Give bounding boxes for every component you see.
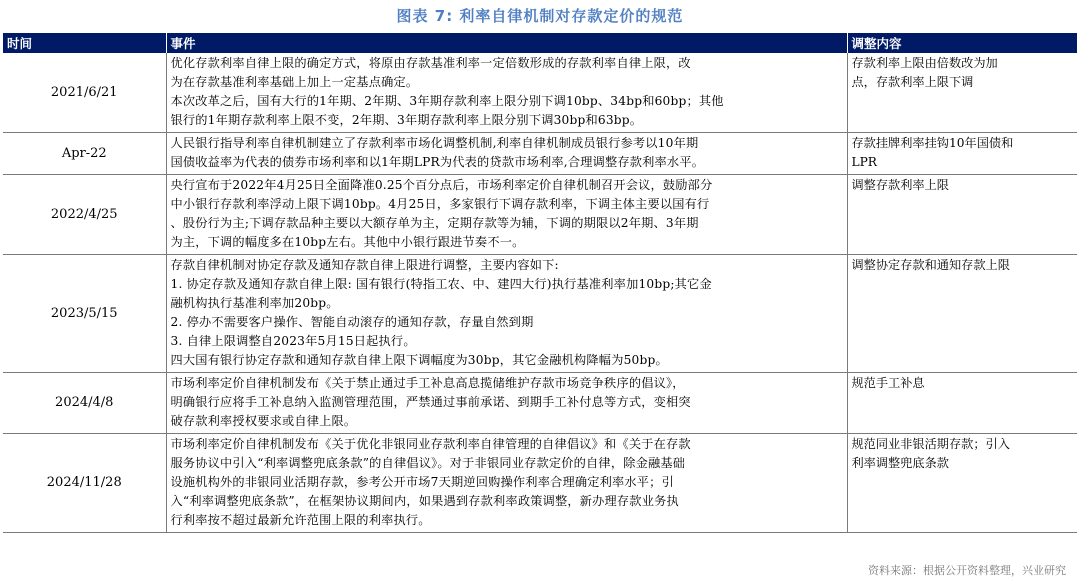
row-date: 2021/6/21 bbox=[3, 53, 166, 133]
event-line: 银行的1年期存款利率上限不变，2年期、3年期存款利率上限分别下调30bp和63bp。 bbox=[170, 113, 643, 127]
event-line: 行利率按不超过最新允许范围上限的利率执行。 bbox=[170, 513, 431, 527]
row-change bbox=[847, 373, 1077, 434]
event-line: 市场利率定价自律机制发布《关于优化非银同业存款利率自律管理的自律倡议》和《关于在存款 bbox=[170, 437, 691, 451]
change-line: 存款挂牌利率挂钩10年国债和 bbox=[851, 136, 1014, 150]
row-date: 2024/11/28 bbox=[3, 434, 166, 533]
event-line: 明确银行应将手工补息纳入监测管理范围，严禁通过事前承诺、到期手工补付息等方式，变相突 bbox=[170, 395, 691, 409]
row-date: 2022/4/25 bbox=[3, 175, 166, 255]
change-line: 调整协定存款和通知存款上限 bbox=[851, 258, 1010, 272]
row-change bbox=[847, 434, 1077, 533]
change-line: 调整存款利率上限 bbox=[851, 178, 949, 192]
table-row bbox=[3, 255, 1077, 373]
row-change bbox=[847, 175, 1077, 255]
row-change bbox=[847, 133, 1077, 175]
change-line: 存款利率上限由倍数改为加 bbox=[851, 56, 998, 70]
event-line: 、股份行为主;下调存款品种主要以大额存单为主，定期存款等为辅，下调的期限以2年期、3年期 bbox=[170, 216, 699, 230]
row-date: 2023/5/15 bbox=[3, 255, 166, 373]
row-event bbox=[166, 373, 847, 434]
table-row bbox=[3, 53, 1077, 133]
row-date: 2024/4/8 bbox=[3, 373, 166, 434]
event-line: 优化存款利率自律上限的确定方式，将原由存款基准利率一定倍数形成的存款利率自律上限，改 bbox=[170, 56, 691, 70]
event-line: 破存款利率授权要求或自律上限。 bbox=[170, 414, 357, 428]
row-event bbox=[166, 53, 847, 133]
source-note: 资料来源：根据公开资料整理，兴业研究 bbox=[868, 564, 1066, 577]
change-line: LPR bbox=[851, 155, 877, 169]
event-line: 市场利率定价自律机制发布《关于禁止通过手工补息高息揽储维护存款市场竞争秩序的倡议》， bbox=[170, 376, 685, 390]
header-time: 时间 bbox=[3, 33, 166, 53]
table-row bbox=[3, 373, 1077, 434]
event-line: 融机构执行基准利率加20bp。 bbox=[170, 296, 339, 310]
row-event bbox=[166, 133, 847, 175]
event-line: 国债收益率为代表的债券市场利率和以1年期LPR为代表的贷款市场利率,合理调整存款利率水平。 bbox=[170, 155, 705, 169]
row-event bbox=[166, 255, 847, 373]
table-body bbox=[3, 53, 1077, 533]
event-line: 四大国有银行协定存款和通知存款自律上限下调幅度为30bp，其它金融机构降幅为50bp。 bbox=[170, 353, 668, 367]
event-line: 中小银行存款利率浮动上限下调10bp。4月25日，多家银行下调存款利率，下调主体主要以国有行 bbox=[170, 197, 710, 211]
rate-regulation-table bbox=[3, 33, 1077, 533]
event-line: 人民银行指导利率自律机制建立了存款利率市场化调整机制,利率自律机制成员银行参考以10年期 bbox=[170, 136, 699, 150]
table-header-row bbox=[3, 33, 1077, 53]
event-line: 入“利率调整兜底条款”，在框架协议期间内，如果遇到存款利率政策调整，新办理存款业务执 bbox=[170, 494, 679, 508]
figure-title: 图表 7: 利率自律机制对存款定价的规范 bbox=[396, 7, 684, 25]
change-line: 规范手工补息 bbox=[851, 376, 925, 390]
table-row bbox=[3, 434, 1077, 533]
row-change bbox=[847, 255, 1077, 373]
event-line: 为在存款基准利率基础上加上一定基点确定。 bbox=[170, 75, 419, 89]
event-line: 2. 停办不需要客户操作、智能自动滚存的通知存款，存量自然到期 bbox=[170, 315, 534, 329]
event-line: 为主，下调的幅度多在10bp左右。其他中小银行跟进节奏不一。 bbox=[170, 235, 525, 249]
header-event: 事件 bbox=[166, 33, 847, 53]
row-date: Apr-22 bbox=[3, 133, 166, 175]
event-line: 本次改革之后，国有大行的1年期、2年期、3年期存款利率上限分别下调10bp、34bp和60bp；其他 bbox=[170, 94, 724, 108]
event-line: 设施机构外的非银同业活期存款，参考公开市场7天期逆回购操作利率合理确定利率水平；引 bbox=[170, 475, 674, 489]
row-event bbox=[166, 434, 847, 533]
event-line: 存款自律机制对协定存款及通知存款自律上限进行调整，主要内容如下: bbox=[170, 258, 559, 272]
row-change bbox=[847, 53, 1077, 133]
event-line: 服务协议中引入“利率调整兜底条款”的自律倡议》。对于非银同业存款定价的自律，除金融基础 bbox=[170, 456, 686, 470]
event-line: 3. 自律上限调整自2023年5月15日起执行。 bbox=[170, 334, 416, 348]
change-line: 规范同业非银活期存款；引入 bbox=[851, 437, 1010, 451]
row-event bbox=[166, 175, 847, 255]
event-line: 1. 协定存款及通知存款自律上限: 国有银行(特指工农、中、建四大行)执行基准利率加10bp;其它金 bbox=[170, 277, 712, 291]
header-change: 调整内容 bbox=[847, 33, 1077, 53]
change-line: 利率调整兜底条款 bbox=[851, 456, 949, 470]
change-line: 点，存款利率上限下调 bbox=[851, 75, 974, 89]
event-line: 央行宣布于2022年4月25日全面降准0.25个百分点后，市场利率定价自律机制召开会议，鼓励部分 bbox=[170, 178, 713, 192]
table-row bbox=[3, 133, 1077, 175]
table-row bbox=[3, 175, 1077, 255]
